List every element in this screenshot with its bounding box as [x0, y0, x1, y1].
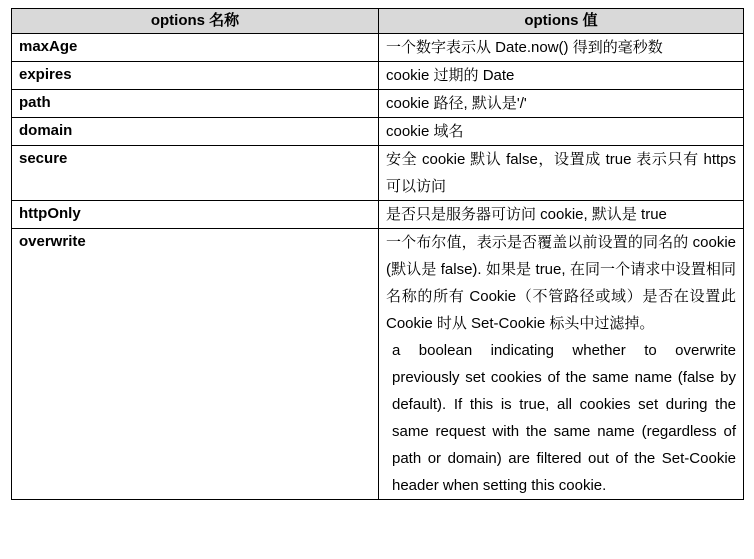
table-row — [12, 118, 744, 146]
options-table — [11, 8, 744, 500]
option-name-expires: expires — [12, 62, 379, 90]
option-value-overwrite — [379, 229, 744, 500]
table-row — [12, 229, 744, 500]
overwrite-description-zh: 一个布尔值，表示是否覆盖以前设置的同名的 cookie (默认是 false). 如果是 true, 在同一个请求中设置相同名称的所有 Cookie（不管路径或域）是否在设置此 Cookie 时从 Set-Cookie 标头中过滤掉。 — [386, 234, 736, 332]
overwrite-description-en: a boolean indicating whether to overwrite previously set cookies of the same name (false by default). If this is true, all cookies set during the same request with the same name (regardless of path or domain) are filtered out of the Set-Cookie header when setting this cookie. — [392, 342, 736, 494]
table-row — [12, 90, 744, 118]
header-options-name: options 名称 — [12, 9, 379, 34]
table-row — [12, 201, 744, 229]
table-header-row — [12, 9, 744, 34]
option-value-maxage: 一个数字表示从 Date.now() 得到的毫秒数 — [379, 34, 744, 62]
header-options-value: options 值 — [379, 9, 744, 34]
option-value-secure: 安全 cookie 默认 false，设置成 true 表示只有 https 可以访问 — [379, 146, 744, 201]
option-name-maxage: maxAge — [12, 34, 379, 62]
option-name-path: path — [12, 90, 379, 118]
table-row — [12, 62, 744, 90]
option-value-httponly: 是否只是服务器可访问 cookie, 默认是 true — [379, 201, 744, 229]
option-name-overwrite: overwrite — [12, 229, 379, 500]
option-value-expires: cookie 过期的 Date — [379, 62, 744, 90]
table-row — [12, 34, 744, 62]
option-value-domain: cookie 域名 — [379, 118, 744, 146]
option-name-domain: domain — [12, 118, 379, 146]
option-name-httponly: httpOnly — [12, 201, 379, 229]
option-name-secure: secure — [12, 146, 379, 201]
table-row — [12, 146, 744, 201]
option-value-path: cookie 路径, 默认是'/' — [379, 90, 744, 118]
